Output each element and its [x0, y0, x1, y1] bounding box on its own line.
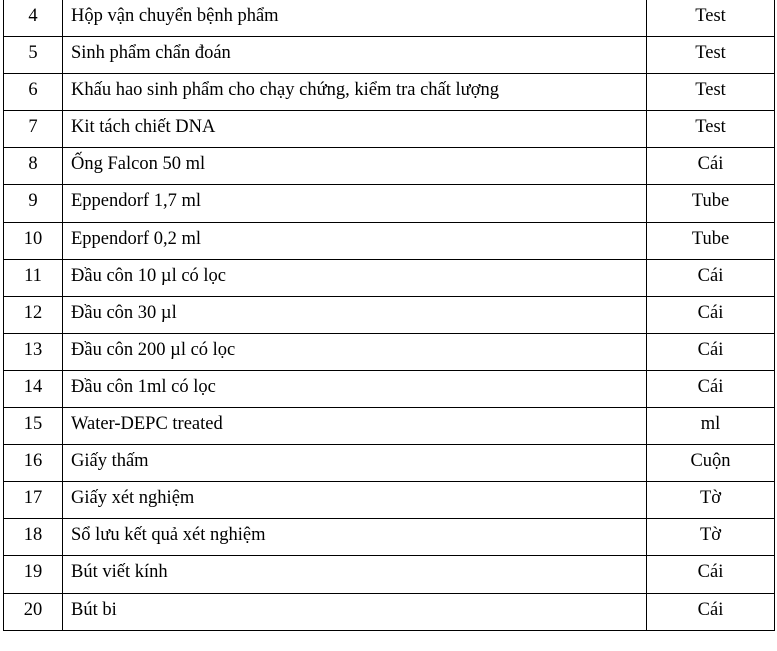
table-row	[4, 0, 775, 37]
item-name-cell: Giấy xét nghiệm	[63, 482, 647, 519]
row-number-cell: 7	[4, 111, 63, 148]
table-row	[4, 593, 775, 630]
supplies-table	[3, 0, 775, 631]
row-number-cell: 12	[4, 296, 63, 333]
item-unit-cell: Cuộn	[647, 445, 775, 482]
row-number-cell: 19	[4, 556, 63, 593]
item-name-cell: Hộp vận chuyển bệnh phẩm	[63, 0, 647, 37]
item-unit-cell: Cái	[647, 259, 775, 296]
item-name-cell: Sinh phẩm chẩn đoán	[63, 37, 647, 74]
table-row	[4, 370, 775, 407]
table-row	[4, 222, 775, 259]
row-number-cell: 20	[4, 593, 63, 630]
item-unit-cell: Cái	[647, 556, 775, 593]
item-name-cell: Ống Falcon 50 ml	[63, 148, 647, 185]
item-unit-cell: Tube	[647, 222, 775, 259]
row-number-cell: 18	[4, 519, 63, 556]
item-unit-cell: Test	[647, 74, 775, 111]
item-name-cell: Khấu hao sinh phẩm cho chạy chứng, kiểm tra chất lượng	[63, 74, 647, 111]
table-row	[4, 296, 775, 333]
row-number-cell: 15	[4, 408, 63, 445]
row-number-cell: 11	[4, 259, 63, 296]
row-number-cell: 17	[4, 482, 63, 519]
table-row	[4, 408, 775, 445]
item-unit-cell: Cái	[647, 148, 775, 185]
row-number-cell: 5	[4, 37, 63, 74]
supplies-table-body	[4, 0, 775, 630]
table-row	[4, 74, 775, 111]
item-name-cell: Bút bi	[63, 593, 647, 630]
item-name-cell: Eppendorf 0,2 ml	[63, 222, 647, 259]
item-unit-cell: Test	[647, 37, 775, 74]
row-number-cell: 10	[4, 222, 63, 259]
table-row	[4, 37, 775, 74]
item-name-cell: Sổ lưu kết quả xét nghiệm	[63, 519, 647, 556]
item-unit-cell: Cái	[647, 296, 775, 333]
item-unit-cell: Tờ	[647, 482, 775, 519]
item-name-cell: Bút viết kính	[63, 556, 647, 593]
table-row	[4, 519, 775, 556]
item-unit-cell: Tờ	[647, 519, 775, 556]
row-number-cell: 8	[4, 148, 63, 185]
item-unit-cell: Tube	[647, 185, 775, 222]
table-row	[4, 148, 775, 185]
item-unit-cell: ml	[647, 408, 775, 445]
item-unit-cell: Test	[647, 111, 775, 148]
item-unit-cell: Cái	[647, 593, 775, 630]
item-name-cell: Kit tách chiết DNA	[63, 111, 647, 148]
table-row	[4, 556, 775, 593]
table-row	[4, 333, 775, 370]
item-name-cell: Đầu côn 1ml có lọc	[63, 370, 647, 407]
table-row	[4, 482, 775, 519]
item-name-cell: Water-DEPC treated	[63, 408, 647, 445]
item-unit-cell: Cái	[647, 370, 775, 407]
table-row	[4, 445, 775, 482]
row-number-cell: 14	[4, 370, 63, 407]
item-unit-cell: Test	[647, 0, 775, 37]
row-number-cell: 6	[4, 74, 63, 111]
table-row	[4, 185, 775, 222]
item-name-cell: Đầu côn 200 µl có lọc	[63, 333, 647, 370]
table-row	[4, 111, 775, 148]
item-name-cell: Đầu côn 10 µl có lọc	[63, 259, 647, 296]
item-name-cell: Eppendorf 1,7 ml	[63, 185, 647, 222]
table-row	[4, 259, 775, 296]
item-unit-cell: Cái	[647, 333, 775, 370]
row-number-cell: 16	[4, 445, 63, 482]
row-number-cell: 9	[4, 185, 63, 222]
item-name-cell: Giấy thấm	[63, 445, 647, 482]
row-number-cell: 4	[4, 0, 63, 37]
row-number-cell: 13	[4, 333, 63, 370]
item-name-cell: Đầu côn 30 µl	[63, 296, 647, 333]
